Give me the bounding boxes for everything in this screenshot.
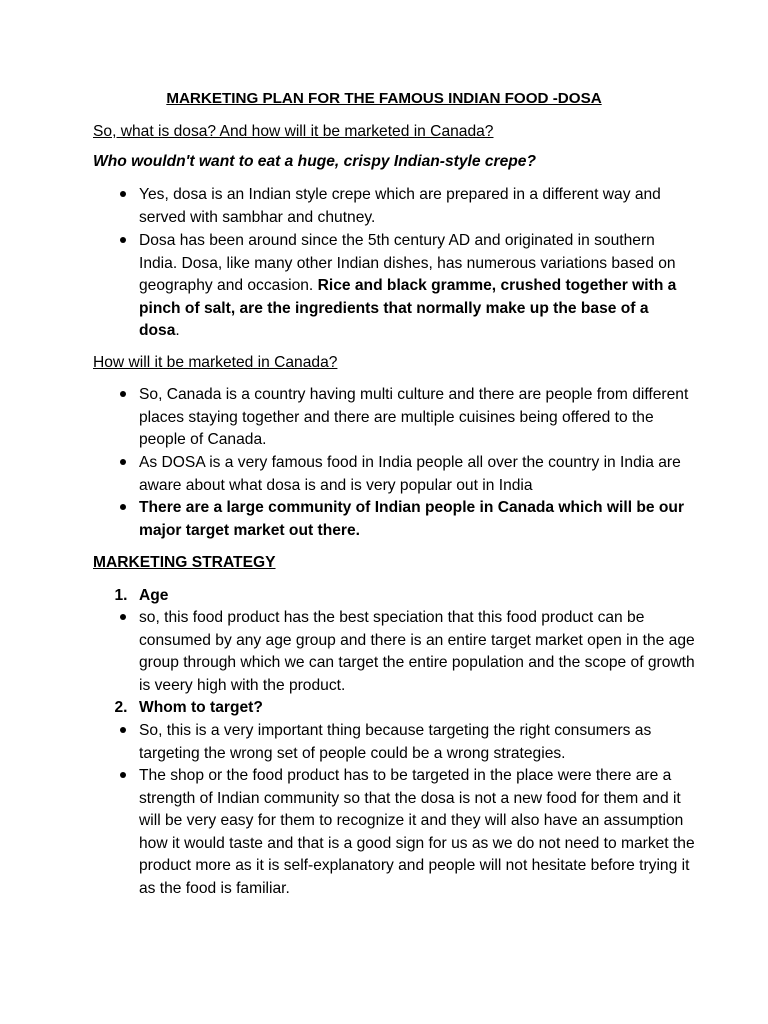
bullet-text: So, this is a very important thing because targeting the right consumers as targeting the wrong set of people could be a wrong strategies.	[139, 722, 652, 762]
document-title: MARKETING PLAN FOR THE FAMOUS INDIAN FOOD -DOSA	[166, 90, 602, 107]
bullet-text: so, this food product has the best speciation that this food product can be consumed by any age group and there is an entire target market open in the age group through which we can target the entire population and the scope of growth is veery high with the product.	[139, 609, 695, 694]
list-item	[139, 184, 699, 229]
bullet-icon	[115, 765, 131, 788]
item-label: Whom to target?	[139, 699, 263, 716]
item-number: 1.	[114, 587, 128, 604]
list-item	[139, 384, 699, 452]
bullet-icon	[115, 497, 131, 520]
bullet-bold-text: There are a large community of Indian people in Canada which will be our major target market out there.	[139, 499, 685, 539]
bullet-icon	[115, 384, 131, 407]
bullet-icon	[115, 607, 131, 630]
item-number: 2.	[114, 699, 128, 716]
tagline: Who wouldn't want to eat a huge, crispy Indian-style crepe?	[93, 153, 536, 170]
bullet-icon	[115, 230, 131, 253]
marketing-strategy-heading: MARKETING STRATEGY	[93, 554, 276, 571]
bullet-text: Yes, dosa is an Indian style crepe which are prepared in a different way and served with sambhar and chutney.	[139, 186, 661, 226]
item-label: Age	[139, 587, 169, 604]
numbered-item-whom-to-target	[114, 697, 699, 720]
numbered-item-age	[114, 585, 699, 608]
bullet-tail: .	[175, 322, 180, 339]
bullet-text: As DOSA is a very famous food in India people all over the country in India are aware about what dosa is and is very popular out in India	[139, 454, 681, 494]
question-what-is-dosa: So, what is dosa? And how will it be marketed in Canada?	[93, 123, 494, 140]
list-item	[139, 765, 699, 900]
question-marketed-in-canada: How will it be marketed in Canada?	[93, 354, 338, 371]
bullet-icon	[115, 184, 131, 207]
bullet-text: So, Canada is a country having multi culture and there are people from different places staying together and there are multiple cuisines being offered to the people of Canada.	[139, 386, 689, 448]
list-item	[139, 607, 699, 697]
list-item	[139, 230, 679, 343]
list-item	[139, 497, 699, 542]
list-item	[139, 720, 699, 765]
list-item	[139, 452, 699, 497]
bullet-text: Dosa has been around since the 5th century AD and originated in southern India. Dosa, like many other Indian dishes, has numerous variations based on geography and occasion.	[139, 232, 676, 294]
bullet-text: The shop or the food product has to be targeted in the place were there are a strength of Indian community so that the dosa is not a new food for them and it will be very easy for them to recognize it and they will also have an assumption how it would taste and that is a good sign for us as we do not need to market the product more as it is self-explanatory and people will not hesitate before trying it as the food is familiar.	[139, 767, 695, 897]
bullet-icon	[115, 720, 131, 743]
bullet-icon	[115, 452, 131, 475]
bullet-bold-text: Rice and black gramme, crushed together with a pinch of salt, are the ingredients that normally make up the base of a dosa	[139, 277, 677, 339]
